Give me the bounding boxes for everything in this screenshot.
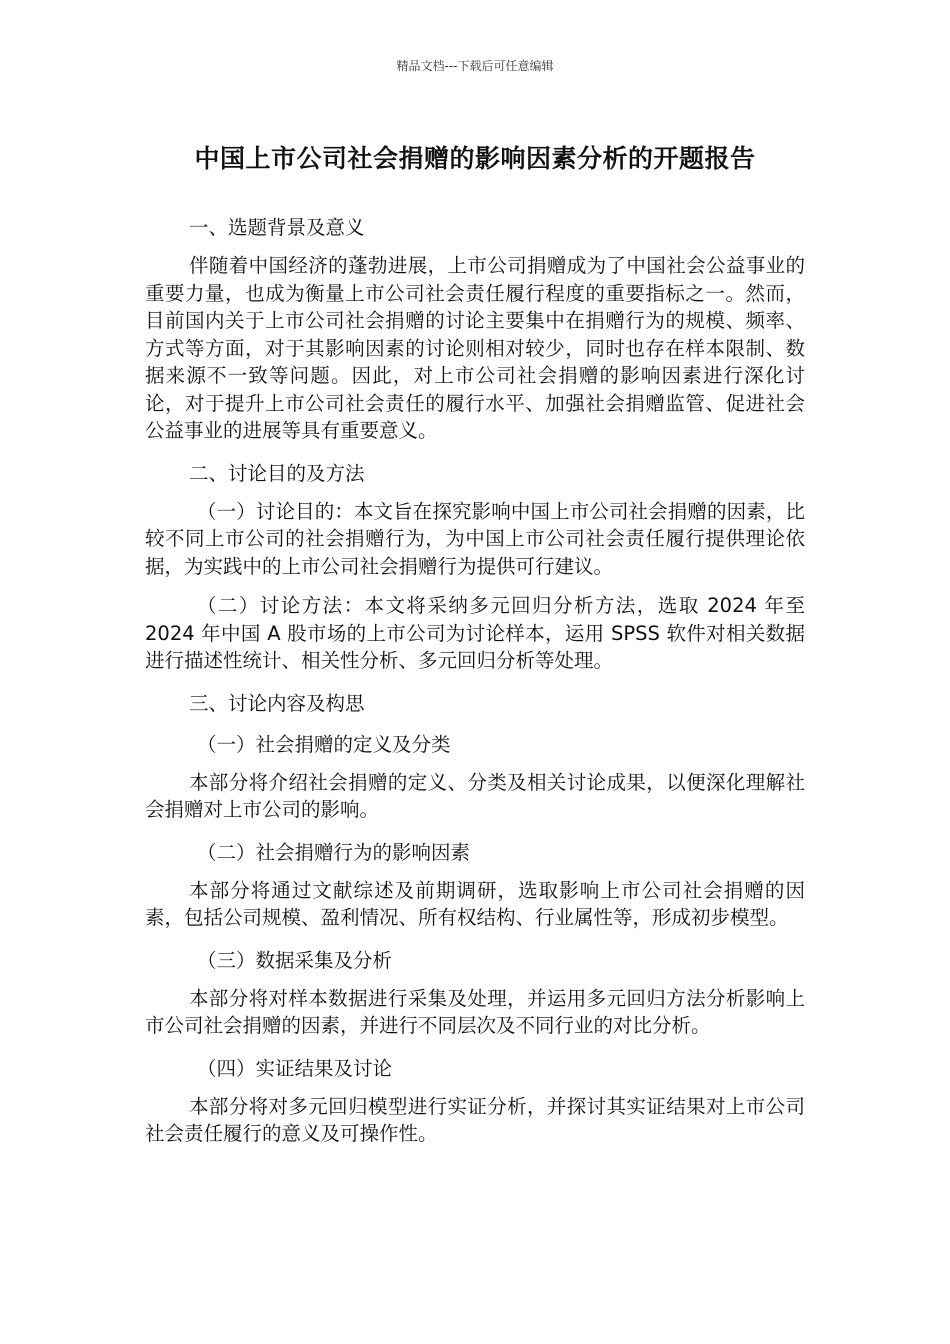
- subheading-results: （四）实证结果及讨论: [197, 1056, 393, 1080]
- paragraph-data: 本部分将对样本数据进行采集及处理，并运用多元回归方法分析影响上市公司社会捐赠的因素，并进行不同层次及不同行业的对比分析。: [145, 986, 805, 1037]
- paragraph-background: 伴随着中国经济的蓬勃进展，上市公司捐赠成为了中国社会公益事业的重要力量，也成为衡量上市公司社会责任履行程度的重要指标之一。然而，目前国内关于上市公司社会捐赠的讨论主要集中在捐赠行为的规模、频率、方式等方面，对于其影响因素的讨论则相对较少，同时也存在样本限制、数据来源不一致等问题。因此，对上市公司社会捐赠的影响因素进行深化讨论，对于提升上市公司社会责任的履行水平、加强社会捐赠监管、促进社会公益事业的进展等具有重要意义。: [145, 254, 805, 442]
- subheading-data: （三）数据采集及分析: [197, 948, 393, 972]
- paragraph-purpose: （一）讨论目的：本文旨在探究影响中国上市公司社会捐赠的因素，比较不同上市公司的社会捐赠行为，为中国上市公司社会责任履行提供理论依据，为实践中的上市公司社会捐赠行为提供可行建议。: [145, 499, 805, 578]
- section-heading-background: 一、选题背景及意义: [189, 216, 365, 239]
- paragraph-definition: 本部分将介绍社会捐赠的定义、分类及相关讨论成果，以便深化理解社会捐赠对上市公司的影响。: [145, 770, 805, 821]
- paragraph-factors: 本部分将通过文献综述及前期调研，选取影响上市公司社会捐赠的因素，包括公司规模、盈利情况、所有权结构、行业属性等，形成初步模型。: [145, 878, 805, 929]
- subheading-factors: （二）社会捐赠行为的影响因素: [197, 840, 471, 864]
- document-body: [145, 211, 805, 1160]
- subheading-definition: （一）社会捐赠的定义及分类: [197, 732, 451, 756]
- paragraph-method: （二）讨论方法：本文将采纳多元回归分析方法，选取 2024 年至 2024 年中国 A 股市场的上市公司为讨论样本，运用 SPSS 软件对相关数据进行描述性统计、相关性分析、多元回归分析等处理。: [145, 594, 805, 672]
- section-heading-content: 三、讨论内容及构思: [189, 691, 365, 715]
- document-title: 中国上市公司社会捐赠的影响因素分析的开题报告: [194, 144, 756, 173]
- paragraph-results: 本部分将对多元回归模型进行实证分析，并探讨其实证结果对上市公司社会责任履行的意义及可操作性。: [145, 1094, 805, 1145]
- page-header-note: 精品文档---下载后可任意编辑: [396, 59, 554, 73]
- section-heading-purpose-method: 二、讨论目的及方法: [189, 461, 365, 485]
